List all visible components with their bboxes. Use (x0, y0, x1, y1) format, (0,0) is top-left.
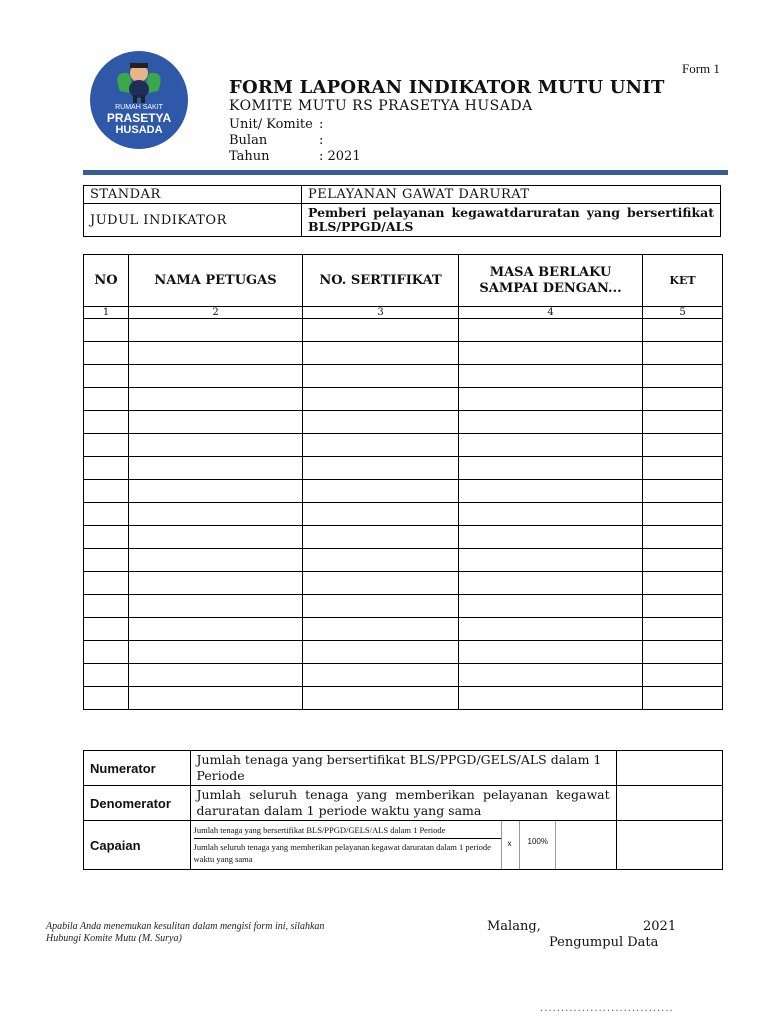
table-row (84, 549, 723, 572)
form-number: Form 1 (682, 61, 720, 76)
cell-masa-berlaku[interactable] (459, 503, 643, 526)
cell-no[interactable] (84, 595, 129, 618)
logo-line1: RUMAH SAKIT (115, 104, 163, 111)
sign-place: Malang, (487, 919, 541, 934)
capaian-label: Capaian (84, 821, 191, 870)
cell-nama-petugas[interactable] (129, 434, 303, 457)
table-row (84, 411, 723, 434)
cell-nama-petugas[interactable] (129, 411, 303, 434)
cell-no[interactable] (84, 687, 129, 710)
judul-label: JUDUL INDIKATOR (84, 204, 302, 237)
cell-nama-petugas[interactable] (129, 595, 303, 618)
judul-line1: Pemberi pelayanan kegawatdaruratan yang bersertifikat (308, 205, 714, 220)
cell-no-sertifikat[interactable] (303, 618, 459, 641)
table-row (84, 618, 723, 641)
judul-value (302, 204, 721, 237)
cell-no[interactable] (84, 480, 129, 503)
cell-nama-petugas[interactable] (129, 687, 303, 710)
cell-ket[interactable] (643, 457, 723, 480)
capaian-formula (190, 821, 616, 870)
unit-row (229, 117, 323, 132)
standar-value: PELAYANAN GAWAT DARURAT (302, 186, 721, 204)
fraction-bar (194, 838, 501, 839)
cell-nama-petugas[interactable] (129, 388, 303, 411)
cell-masa-berlaku[interactable] (459, 687, 643, 710)
cell-nama-petugas[interactable] (129, 641, 303, 664)
cell-no-sertifikat[interactable] (303, 595, 459, 618)
col-number: 5 (643, 307, 723, 319)
formula-divider (555, 821, 556, 869)
cell-no-sertifikat[interactable] (303, 664, 459, 687)
formula-divider (501, 821, 502, 869)
cell-masa-berlaku[interactable] (459, 549, 643, 572)
col-no: NO (84, 255, 129, 307)
cell-nama-petugas[interactable] (129, 457, 303, 480)
table-row (84, 480, 723, 503)
cell-no-sertifikat[interactable] (303, 365, 459, 388)
signature-line[interactable]: ................................ (540, 1003, 674, 1014)
col-masa-berlaku: MASA BERLAKU SAMPAI DENGAN... (459, 255, 643, 307)
cell-no-sertifikat[interactable] (303, 388, 459, 411)
cell-masa-berlaku[interactable] (459, 641, 643, 664)
times-sign: x (507, 839, 512, 848)
cell-ket[interactable] (643, 434, 723, 457)
cell-masa-berlaku[interactable] (459, 618, 643, 641)
bulan-label: Bulan (229, 133, 268, 148)
cell-ket[interactable] (643, 411, 723, 434)
cell-no[interactable] (84, 319, 129, 342)
cell-nama-petugas[interactable] (129, 480, 303, 503)
standar-label: STANDAR (84, 186, 302, 204)
cell-ket[interactable] (643, 388, 723, 411)
help-note-line1: Apabila Anda menemukan kesulitan dalam mengisi form ini, silahkan (46, 921, 325, 932)
cell-nama-petugas[interactable] (129, 664, 303, 687)
numerator-text: Jumlah tenaga yang bersertifikat BLS/PPGD/GELS/ALS dalam 1 Periode (190, 751, 616, 786)
denominator-label: Denomerator (84, 786, 191, 821)
help-note (46, 921, 324, 945)
cell-ket[interactable] (643, 572, 723, 595)
formula-divider (519, 821, 520, 869)
col-no-sertifikat: NO. SERTIFIKAT (303, 255, 459, 307)
cell-ket[interactable] (643, 342, 723, 365)
col-number: 4 (459, 307, 643, 319)
cell-ket[interactable] (643, 549, 723, 572)
cell-ket[interactable] (643, 480, 723, 503)
cell-masa-berlaku[interactable] (459, 411, 643, 434)
col-ket: KET (643, 255, 723, 307)
tahun-row (229, 149, 361, 164)
sign-year: 2021 (643, 919, 677, 934)
cell-ket[interactable] (643, 641, 723, 664)
header-divider (83, 170, 728, 175)
table-row (84, 664, 723, 687)
cell-ket[interactable] (643, 319, 723, 342)
cell-no-sertifikat[interactable] (303, 572, 459, 595)
page-title: FORM LAPORAN INDIKATOR MUTU UNIT (229, 77, 665, 98)
cell-ket[interactable] (643, 687, 723, 710)
table-row (84, 434, 723, 457)
numerator-value[interactable] (616, 751, 722, 786)
col-nama-petugas: NAMA PETUGAS (129, 255, 303, 307)
cell-no[interactable] (84, 503, 129, 526)
cell-masa-berlaku[interactable] (459, 457, 643, 480)
cell-no[interactable] (84, 664, 129, 687)
cell-no-sertifikat[interactable] (303, 411, 459, 434)
fraction-denominator: Jumlah seluruh tenaga yang memberikan pelayanan kegawat daruratan dalam 1 periode waktu yang sama (193, 842, 491, 864)
cell-masa-berlaku[interactable] (459, 572, 643, 595)
help-note-line2: Hubungi Komite Mutu (M. Surya) (46, 933, 182, 944)
cell-masa-berlaku[interactable] (459, 388, 643, 411)
cell-no-sertifikat[interactable] (303, 457, 459, 480)
cell-no-sertifikat[interactable] (303, 687, 459, 710)
cell-ket[interactable] (643, 664, 723, 687)
hospital-logo (90, 51, 188, 149)
percent-value: 100% (527, 837, 548, 846)
table-row (84, 342, 723, 365)
cell-nama-petugas[interactable] (129, 365, 303, 388)
unit-label: Unit/ Komite (229, 117, 313, 132)
cell-no-sertifikat[interactable] (303, 480, 459, 503)
cell-masa-berlaku[interactable] (459, 664, 643, 687)
cell-no-sertifikat[interactable] (303, 503, 459, 526)
table-row (84, 319, 723, 342)
table-row (84, 687, 723, 710)
table-row (84, 572, 723, 595)
cell-no[interactable] (84, 618, 129, 641)
cell-masa-berlaku[interactable] (459, 526, 643, 549)
cell-masa-berlaku[interactable] (459, 434, 643, 457)
cell-ket[interactable] (643, 526, 723, 549)
unit-value[interactable]: : (319, 117, 324, 132)
bulan-value[interactable]: : (319, 133, 324, 148)
cell-masa-berlaku[interactable] (459, 342, 643, 365)
measurement-table (83, 750, 723, 870)
cell-ket[interactable] (643, 618, 723, 641)
fraction-numerator: Jumlah tenaga yang bersertifikat BLS/PPGD/GELS/ALS dalam 1 Periode (193, 825, 446, 835)
capaian-value[interactable] (616, 821, 722, 870)
bulan-row (229, 133, 323, 148)
column-number-row (84, 307, 723, 319)
cell-ket[interactable] (643, 503, 723, 526)
cell-ket[interactable] (643, 595, 723, 618)
col-number: 2 (129, 307, 303, 319)
cell-masa-berlaku[interactable] (459, 319, 643, 342)
cell-no[interactable] (84, 526, 129, 549)
table-row (84, 365, 723, 388)
cell-nama-petugas[interactable] (129, 549, 303, 572)
cell-no[interactable] (84, 572, 129, 595)
table-row (84, 595, 723, 618)
tahun-label: Tahun (229, 149, 270, 164)
cell-no[interactable] (84, 411, 129, 434)
cell-masa-berlaku[interactable] (459, 480, 643, 503)
logo-line3: HUSADA (115, 124, 163, 136)
cell-no[interactable] (84, 388, 129, 411)
cell-no[interactable] (84, 549, 129, 572)
cell-no-sertifikat[interactable] (303, 342, 459, 365)
table-header-row (84, 255, 723, 307)
cell-no[interactable] (84, 457, 129, 480)
cell-ket[interactable] (643, 365, 723, 388)
table-row (84, 457, 723, 480)
judul-line2: BLS/PPGD/ALS (308, 219, 414, 234)
col-number: 3 (303, 307, 459, 319)
indicator-table (83, 185, 721, 237)
cell-no-sertifikat[interactable] (303, 641, 459, 664)
col-number: 1 (84, 307, 129, 319)
cell-no[interactable] (84, 342, 129, 365)
cell-nama-petugas[interactable] (129, 342, 303, 365)
cell-no[interactable] (84, 641, 129, 664)
cell-masa-berlaku[interactable] (459, 595, 643, 618)
cell-no[interactable] (84, 365, 129, 388)
cell-nama-petugas[interactable] (129, 572, 303, 595)
cell-nama-petugas[interactable] (129, 526, 303, 549)
numerator-label: Numerator (84, 751, 191, 786)
denominator-value[interactable] (616, 786, 722, 821)
cell-nama-petugas[interactable] (129, 503, 303, 526)
cell-masa-berlaku[interactable] (459, 365, 643, 388)
denominator-text: Jumlah seluruh tenaga yang memberikan pelayanan kegawat daruratan dalam 1 periode waktu yang sama (190, 786, 616, 821)
capaian-fraction (191, 821, 616, 869)
cell-no-sertifikat[interactable] (303, 319, 459, 342)
collector-label: Pengumpul Data (549, 935, 659, 950)
logo-line2: PRASETYA (106, 111, 172, 125)
table-row (84, 388, 723, 411)
table-row (84, 503, 723, 526)
cell-no-sertifikat[interactable] (303, 549, 459, 572)
cell-no-sertifikat[interactable] (303, 526, 459, 549)
cell-nama-petugas[interactable] (129, 618, 303, 641)
cell-nama-petugas[interactable] (129, 319, 303, 342)
cell-no-sertifikat[interactable] (303, 434, 459, 457)
tahun-value[interactable]: : 2021 (319, 149, 361, 164)
table-row (84, 641, 723, 664)
cell-no[interactable] (84, 434, 129, 457)
table-row (84, 526, 723, 549)
officer-table (83, 254, 723, 710)
page-subtitle: KOMITE MUTU RS PRASETYA HUSADA (229, 98, 533, 114)
